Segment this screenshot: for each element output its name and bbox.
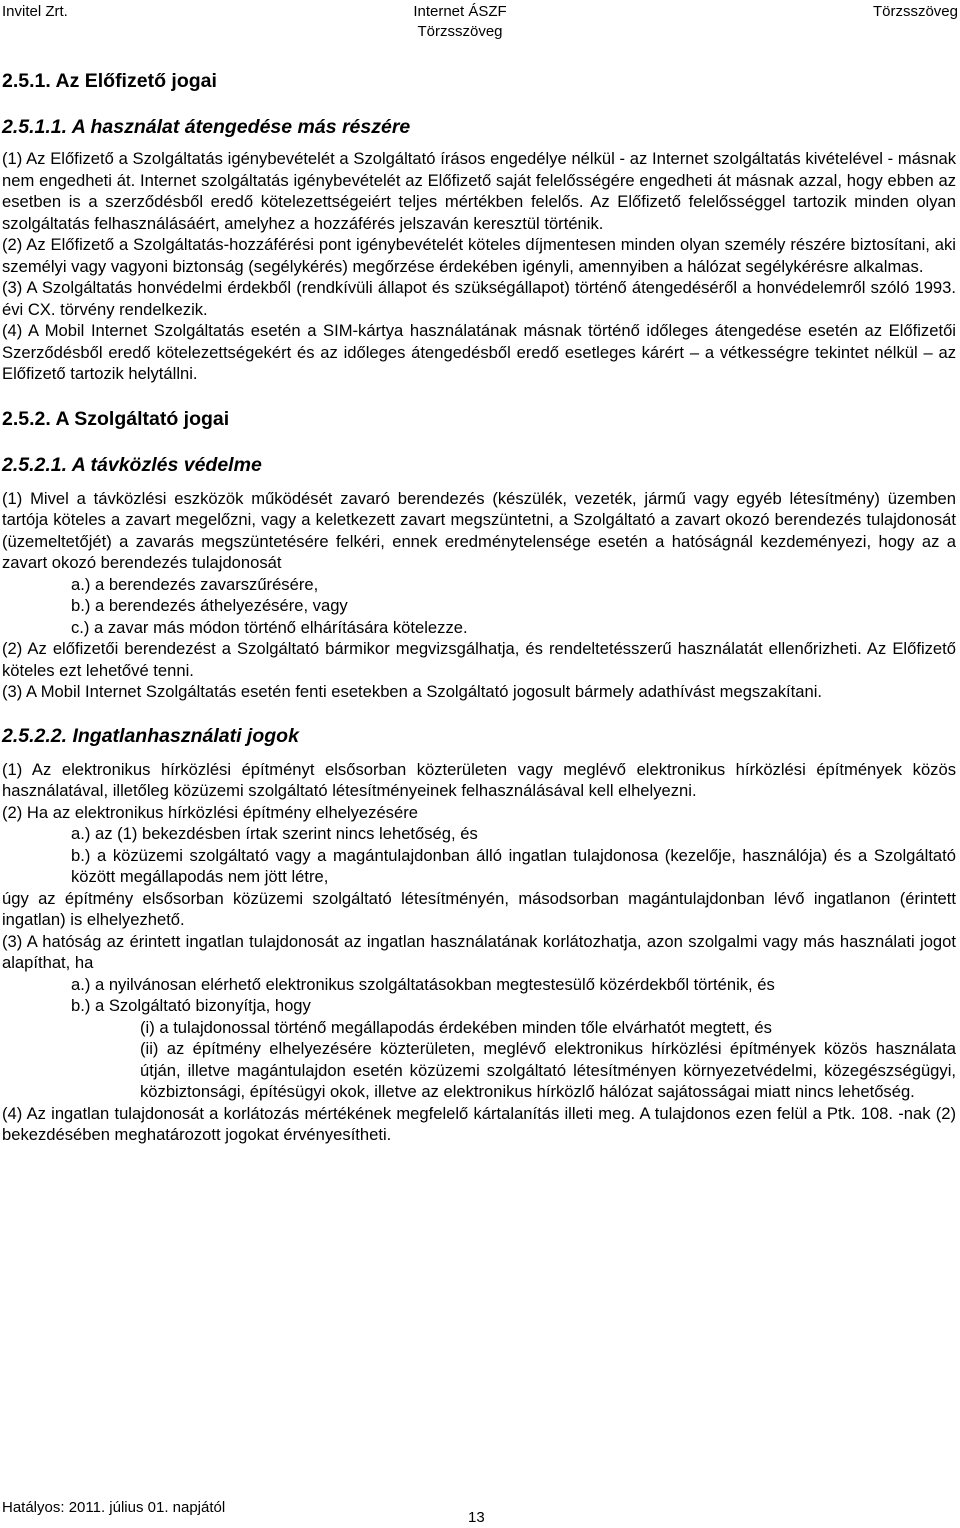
header-title-line1: Internet ÁSZF	[413, 3, 507, 20]
paragraph: (4) A Mobil Internet Szolgáltatás esetén a SIM-kártya használatának másnak történő időleges átengedése esetén az Előfizetői Szerződésből eredő kötelezettségekért és az időleges átengedésből eredő esetleges kárért – a vétkességre tekintet nélkül – az Előfizető tartozik helytállni.	[2, 321, 956, 383]
header-document-title	[410, 2, 510, 42]
paragraph-text: (1) Az Előfizető a Szolgáltatás igénybevételét a Szolgáltató írásos engedélye nélkül - az Internet szolgáltatás kivételével - másnak nem engedheti át. Internet szolgáltatás igénybevételét az Előfizető saját felelősségére engedheti át másnak azzal, hogy ebben az esetben is a szerződésből eredő kötelezettségeiért teljes mértékben felelős. Az Előfizető felelősséggel tartozik minden olyan szolgáltatás felhasználásáért, amelyhez a hozzáférés jelszaván keresztül történik.	[2, 149, 956, 233]
subsection-title-2-5-2-2: 2.5.2.2. Ingatlanhasználati jogok	[2, 724, 299, 747]
paragraph: (2) Ha az elektronikus hírközlési építmény elhelyezésére	[2, 802, 418, 822]
paragraph: (2) Az előfizetői berendezést a Szolgáltató bármikor megvizsgálhatja, és rendeltetésszerű használatát ellenőrizheti. Az Előfizető köteles ezt lehetővé tenni.	[2, 639, 956, 680]
paragraph	[2, 148, 956, 234]
list-item: (i) a tulajdonossal történő megállapodás érdekében minden tőle elvárhatót megtett, és	[140, 1017, 772, 1037]
paragraph: (2) Az Előfizető a Szolgáltatás-hozzáférési pont igénybevételét köteles díjmentesen minden olyan személy részére biztosítani, aki személyi vagy vagyoni biztonság (segélykérés) megőrzése érdekében igényli, amennyiben a hálózat segélykérésre alkalmas.	[2, 235, 956, 276]
section-title-2-5-2: 2.5.2. A Szolgáltató jogai	[2, 407, 230, 430]
footer-page-number: 13	[468, 1509, 485, 1526]
document-body	[2, 68, 956, 1146]
paragraph: (3) A Mobil Internet Szolgáltatás esetén fenti esetekben a Szolgáltató jogosult bármely adathívást megszakítani.	[2, 682, 823, 701]
list-item: b.) a berendezés áthelyezésére, vagy	[71, 596, 348, 615]
list-item: a.) a berendezés zavarszűrésére,	[71, 574, 319, 594]
list-item: (ii) az építmény elhelyezésére közterületen, meglévő elektronikus hírközlési építmények közös használata útján, illetve magántulajdon esetén közüzemi szolgáltató létesítményen környezetvédelmi, közegészségügyi, közbiztonsági, építésügyi okok, illetve az elektronikus hírközlő hálózat sajátosságai miatt nincs lehetőség.	[140, 1039, 956, 1101]
header-company: Invitel Zrt.	[2, 3, 68, 20]
section-title-2-5-1: 2.5.1. Az Előfizető jogai	[2, 70, 217, 92]
paragraph: úgy az építmény elsősorban közüzemi szolgáltató létesítményén, másodsorban magántulajdonban lévő ingatlanon (érintett ingatlan) is elhelyezhető.	[2, 888, 956, 929]
list-item: c.) a zavar más módon történő elhárítására kötelezze.	[71, 617, 468, 637]
footer-effective-date: Hatályos: 2011. július 01. napjától	[2, 1499, 226, 1516]
list-item: b.) a Szolgáltató bizonyítja, hogy	[71, 996, 311, 1015]
paragraph: (1) Az elektronikus hírközlési építményt elsősorban közterületen vagy meglévő elektronikus hírközlési építmények közös használatával, illetőleg közüzemi szolgáltató létesítményeinek felhasználásával kell elhelyezni.	[2, 759, 956, 800]
list-item: a.) az (1) bekezdésben írtak szerint nincs lehetőség, és	[71, 824, 478, 843]
paragraph: (3) A hatóság az érintett ingatlan tulajdonosát az ingatlan használatának korlátozhatja, azon szolgalmi vagy más használati jogot alapíthat, ha	[2, 931, 956, 972]
header-right-label: Törzsszöveg	[872, 3, 958, 20]
subsection-title-2-5-1-1: 2.5.1.1. A használat átengedése más részére	[2, 116, 411, 138]
paragraph: (3) A Szolgáltatás honvédelmi érdekből (rendkívüli állapot és szükségállapot) történő átengedéséről a honvédelemről szóló 1993. évi CX. törvény rendelkezik.	[2, 278, 956, 319]
list-item: b.) a közüzemi szolgáltató vagy a magántulajdonban álló ingatlan tulajdonosa (kezelője, használója) és a Szolgáltató között megállapodás nem jött létre,	[71, 845, 956, 886]
subsection-title-2-5-2-1: 2.5.2.1. A távközlés védelme	[2, 453, 262, 476]
list-item: a.) a nyilvánosan elérhető elektronikus szolgáltatásokban megtestesülő közérdekből történik, és	[71, 974, 775, 994]
header-title-line2: Törzsszöveg	[417, 23, 503, 40]
paragraph: (1) Mivel a távközlési eszközök működését zavaró berendezés (készülék, vezeték, jármű vagy egyéb létesítmény) üzemben tartója köteles a zavart megelőzni, vagy a keletkezett zavart megszüntetni, a Szolgáltató a zavart okozó berendezés tulajdonosát (üzemeltetőjét) a zavarás megszüntetésére felkéri, ennek eredménytelensége esetén a hatóságnál kezdeményezi, hogy az a zavart okozó berendezés tulajdonosát	[2, 488, 956, 572]
paragraph: (4) Az ingatlan tulajdonosát a korlátozás mértékének megfelelő kártalanítás illeti meg. A tulajdonos ezen felül a Ptk. 108. -nak (2) bekezdésében meghatározott jogokat érvényesítheti.	[2, 1103, 956, 1144]
